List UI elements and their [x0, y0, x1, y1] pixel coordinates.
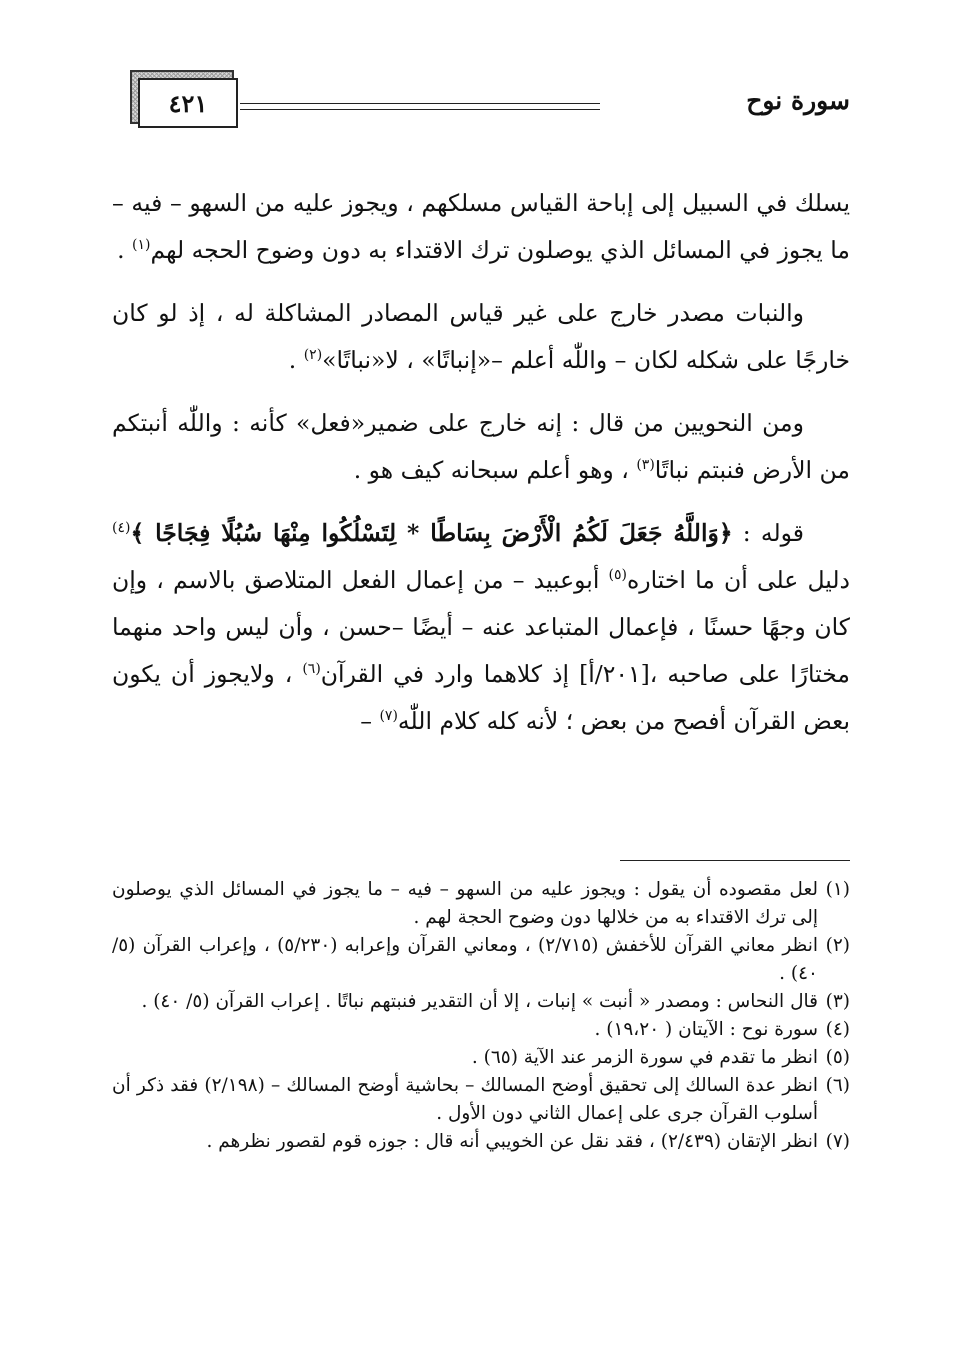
footnote-item [112, 988, 850, 1016]
footnote-item [112, 876, 850, 932]
footnote-text: انظر معاني القرآن للأخفش (٢/٧١٥) ، ومعاني القرآن وإعرابه (٥/٢٣٠) ، وإعراب القرآن (٥/ ٤٠) . [112, 935, 818, 984]
footnote-ref-4: (٤) [112, 520, 131, 537]
footnote-number: (٤) [825, 1019, 850, 1040]
paragraph-4-text-a: دليل على أن ما اختاره [626, 566, 850, 594]
footnote-item [112, 1016, 850, 1044]
footnote-number: (٦) [825, 1075, 850, 1096]
footnote-item [112, 1128, 850, 1156]
paragraph-4-text-b: أبوعبيد – من إعمال الفعل المتلاصق بالاسم ، وإن كان وجهًا حسنًا ، فإعمال المتباعد عنه – أيضًا –حسن ، وأن ليس واحد منهما مختارًا على صاحبه ،[٢٠١/أ] إذ كلاهما وارد في القرآن [112, 566, 850, 688]
paragraph-4-end: – [360, 707, 380, 735]
footnote-ref-1: (١) [132, 237, 151, 254]
paragraph-3-text-a: ومن النحويين من قال : إنه خارج على ضمير«فعل» كأنه : واللّٰه أنبتكم من الأرض فنبتم نباتًا [112, 409, 850, 484]
quran-verse: ﴿وَاللَّهُ جَعَلَ لَكُمُ الْأَرْضَ بِسَاطًا * لِتَسْلُكُوا مِنْهَا سُبُلًا فِجَاجًا ﴾ [130, 519, 733, 547]
paragraph-3 [112, 400, 850, 494]
footnote-item [112, 932, 850, 988]
paragraph-4-intro: قوله : [732, 519, 804, 547]
footnote-separator [620, 860, 850, 861]
footnote-number: (٣) [825, 991, 850, 1012]
page-number: ٤٢١ [138, 78, 238, 128]
footnote-ref-3: (٣) [636, 457, 655, 474]
footnote-text: لعل مقصوده أن يقول : ويجوز عليه من السهو – فيه – ما يجوز في المسائل الذي يوصلون إلى ترك الاقتداء به من خلالها دون وضوح الحجة لهم . [112, 879, 818, 928]
header-rule [240, 103, 600, 110]
paragraph-4-text-c: ، ولايجوز أن يكون بعض القرآن أفصح من بعض ؛ لأنه كله كلام اللّٰه [112, 660, 850, 735]
paragraph-2-end: . [288, 346, 304, 374]
paragraph-2 [112, 290, 850, 384]
footnote-ref-7: (٧) [379, 708, 398, 725]
paragraph-1-end: . [117, 236, 133, 264]
footnote-item [112, 1072, 850, 1128]
paragraph-1-text: يسلك في السبيل إلى إباحة القياس مسلكهم ، ويجوز عليه من السهو – فيه – ما يجوز في المسائل الذي يوصلون ترك الاقتداء به دون وضوح الحجه لهم [112, 189, 850, 264]
paragraph-1 [112, 180, 850, 274]
footnote-ref-5: (٥) [608, 567, 627, 584]
footnote-text: انظر ما تقدم في سورة الزمر عند الآية (٦٥) . [471, 1047, 818, 1068]
footnote-number: (٥) [825, 1047, 850, 1068]
footnote-text: سورة نوح : الآيتان ( ١٩،٢٠) . [594, 1019, 818, 1040]
footnote-text: قال النحاس : ومصدر « أنبت » إنبات ، إلا أن التقدير فنبتهم نباتًا . إعراب القرآن (٥/ ٤٠) . [141, 991, 818, 1012]
footnote-number: (٢) [825, 935, 850, 956]
main-text [112, 180, 850, 761]
paragraph-3-text-b: ، وهو أعلم سبحانه كيف هو . [353, 456, 637, 484]
footnotes-list [112, 876, 850, 1156]
paragraph-2-text: والنبات مصدر خارج على غير قياس المصادر المشاكلة له ، إذ لو كان خارجًا على شكله لكان – واللّٰه أعلم –«إنباتًا» ، لا«نباتًا» [112, 299, 850, 374]
footnote-ref-6: (٦) [302, 661, 321, 678]
footnote-item [112, 1044, 850, 1072]
footnote-number: (١) [825, 879, 850, 900]
footnote-ref-2: (٢) [303, 347, 323, 364]
footnote-text: انظر الإتقان (٢/٤٣٩) ، فقد نقل عن الخويبي أنه قال : جوزه قوم لقصور نظرهم . [206, 1131, 818, 1152]
page-number-box [130, 70, 238, 128]
paragraph-4 [112, 510, 850, 745]
surah-title: سورة نوح [746, 86, 850, 115]
footnote-number: (٧) [825, 1131, 850, 1152]
footnote-text: انظر عدة السالك إلى تحقيق أوضح المسالك – بحاشية أوضح المسالك – (٢/١٩٨) فقد ذكر أن أسلوب القرآن جرى على إعمال الثاني دون الأول . [112, 1075, 818, 1124]
